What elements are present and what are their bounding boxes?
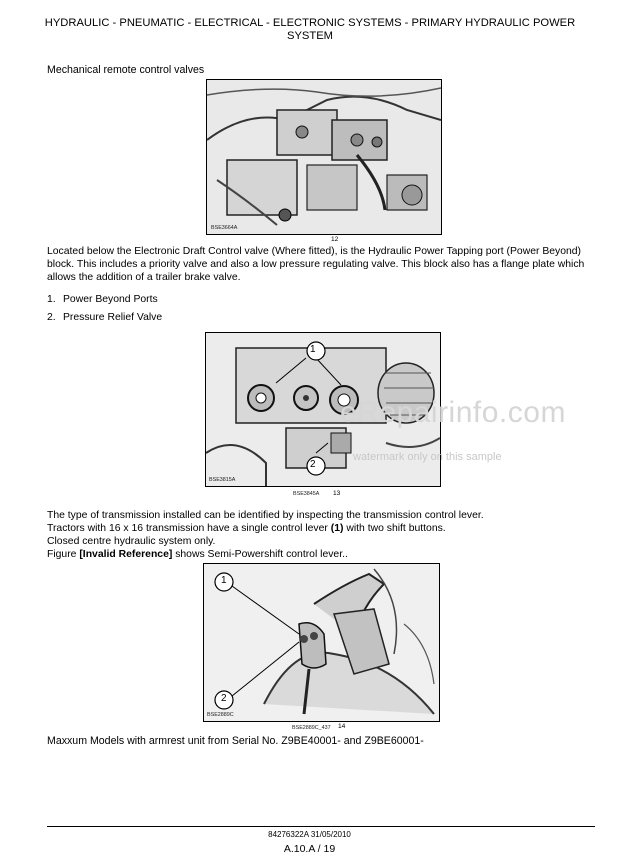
invalid-reference: [Invalid Reference] [79, 549, 173, 560]
paragraph-power-beyond: Located below the Electronic Draft Control valve (Where fitted), is the Hydraulic Power Tapping port (Power Beyond) block. This includes a priority valve and also a low pressure regulating valve. This block also has a flange plate which allows the addition of a trailer brake valve. [47, 246, 585, 283]
list-number: 2. [47, 312, 56, 323]
figure-12-photo [206, 79, 442, 235]
figure-14-number: 14 [338, 723, 346, 730]
transmission-line-4 [47, 548, 595, 561]
figure-14-callout-2: 2 [221, 693, 227, 704]
footer-document-id: 84276322A 31/05/2010 [268, 830, 351, 839]
control-lever-illustration [204, 564, 439, 721]
watermark-note: watermark only on this sample [353, 451, 502, 463]
footer-divider [47, 826, 595, 827]
figure-12-number: 12 [331, 236, 339, 243]
figure-14-photo [203, 563, 440, 722]
section-title: Mechanical remote control valves [47, 64, 205, 76]
maxxum-caption: Maxxum Models with armrest unit from Serial No. Z9BE40001- and Z9BE60001- [47, 735, 424, 747]
text-span: with two shift buttons. [343, 523, 446, 534]
figure-14-code: BSE2889C_437 [292, 725, 331, 731]
text-span: shows Semi-Powershift control lever.. [172, 549, 348, 560]
header-line-1: HYDRAULIC - PNEUMATIC - ELECTRICAL - ELECTRONIC SYSTEMS - PRIMARY HYDRAULIC POWER [44, 17, 576, 29]
list-item [47, 294, 158, 305]
watermark-site: eRepairinfo.com [340, 396, 566, 429]
list-number: 1. [47, 294, 56, 305]
paragraph-transmission [47, 509, 595, 561]
page-header [40, 17, 580, 43]
figure-13-code: BSE3845A [293, 491, 320, 497]
footer-page-number: A.10.A / 19 [283, 843, 336, 855]
figure-12-code-inner: BSE3664A [211, 225, 238, 231]
valve-block-illustration [207, 80, 441, 234]
transmission-line-1: The type of transmission installed can be identified by inspecting the transmission control lever. [47, 510, 484, 521]
header-line-2: SYSTEM [286, 30, 333, 42]
transmission-line-2 [47, 522, 595, 535]
text-span: Tractors with 16 x 16 transmission have a single control lever [47, 523, 331, 534]
figure-14-code-inner: BSE2889C [207, 712, 234, 718]
figure-13-callout-1: 1 [310, 344, 316, 355]
text-span: Figure [47, 549, 80, 560]
transmission-line-3: Closed centre hydraulic system only. [47, 536, 216, 547]
list-item [47, 312, 162, 323]
figure-13-number: 13 [333, 490, 341, 497]
bold-ref: (1) [330, 523, 344, 534]
figure-14-callout-1: 1 [221, 575, 227, 586]
figure-13-callout-2: 2 [310, 459, 316, 470]
list-text: Power Beyond Ports [63, 294, 158, 305]
figure-13-code-inner: BSE3815A [209, 477, 236, 483]
list-text: Pressure Relief Valve [63, 312, 163, 323]
